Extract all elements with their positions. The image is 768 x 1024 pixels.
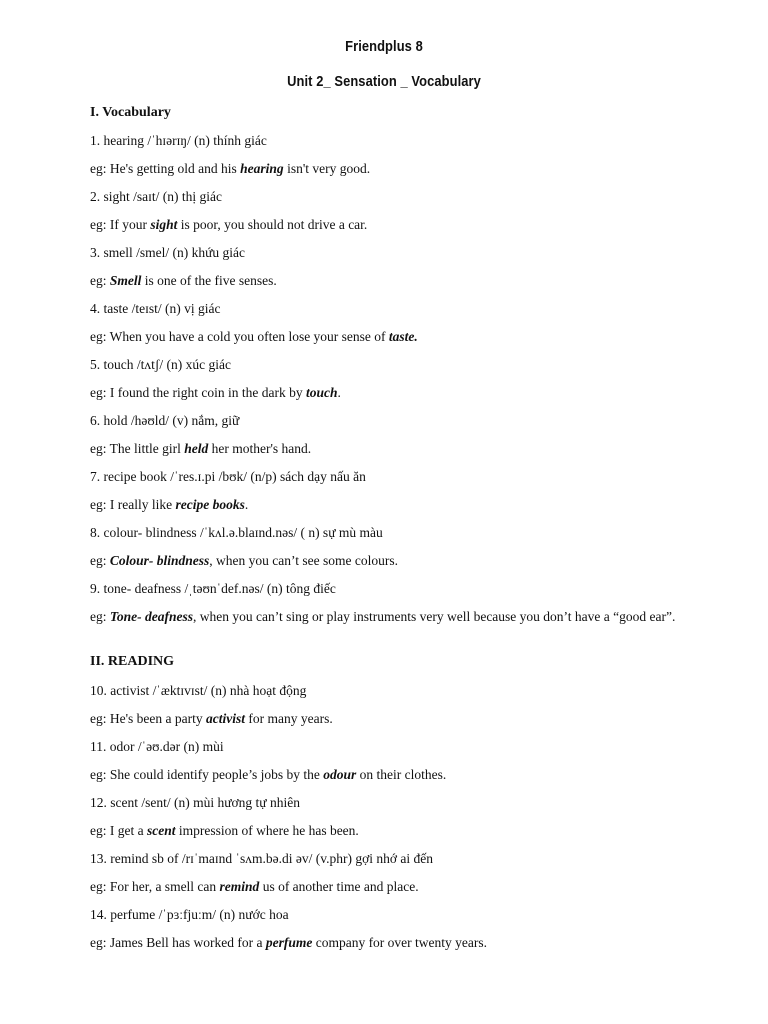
vocab-example bbox=[90, 608, 678, 625]
vocab-example bbox=[90, 384, 678, 401]
example-text: eg: When you have a cold you often lose your sense of bbox=[90, 329, 389, 344]
example-text: eg: She could identify people’s jobs by the bbox=[90, 767, 324, 782]
example-keyword: recipe books bbox=[175, 497, 245, 512]
vocab-example bbox=[90, 934, 678, 951]
example-text: eg: I get a bbox=[90, 823, 147, 838]
example-text: us of another time and place. bbox=[259, 879, 419, 894]
example-keyword: held bbox=[184, 441, 209, 456]
example-text: her mother's hand. bbox=[208, 441, 312, 456]
example-keyword: sight bbox=[150, 217, 178, 232]
example-text: eg: I really like bbox=[90, 497, 176, 512]
vocab-example bbox=[90, 822, 678, 839]
example-text: eg: He's getting old and his bbox=[90, 161, 241, 176]
vocab-example bbox=[90, 160, 678, 177]
section-heading-vocabulary: I. Vocabulary bbox=[90, 105, 171, 120]
vocab-term: 2. sight /saɪt/ (n) thị giác bbox=[90, 189, 222, 204]
example-text: eg: If your bbox=[90, 217, 151, 232]
example-keyword: scent bbox=[146, 823, 176, 838]
vocab-example bbox=[90, 552, 678, 569]
vocab-example bbox=[90, 272, 678, 289]
document-title: Friendplus 8 bbox=[345, 38, 423, 55]
vocab-term: 7. recipe book /ˈres.ɪ.pi /bʊk/ (n/p) sách dạy nấu ăn bbox=[90, 469, 366, 484]
vocab-example bbox=[90, 440, 678, 457]
example-text: eg: The little girl bbox=[90, 441, 185, 456]
example-keyword: taste. bbox=[388, 329, 418, 344]
example-text: impression of where he has been. bbox=[175, 823, 359, 838]
example-text: on their clothes. bbox=[356, 767, 447, 782]
vocab-example bbox=[90, 496, 678, 513]
example-keyword: touch bbox=[305, 385, 338, 400]
example-keyword: Tone- deafness bbox=[109, 609, 193, 624]
example-keyword: perfume bbox=[265, 935, 313, 950]
vocab-example bbox=[90, 878, 678, 895]
example-keyword: remind bbox=[219, 879, 260, 894]
example-text: eg: bbox=[90, 273, 110, 288]
vocab-term: 10. activist /ˈæktɪvɪst/ (n) nhà hoạt động bbox=[90, 683, 307, 698]
vocab-term: 4. taste /teɪst/ (n) vị giác bbox=[90, 301, 221, 316]
example-text: eg: bbox=[90, 553, 110, 568]
vocab-term: 6. hold /həʊld/ (v) nắm, giữ bbox=[90, 413, 240, 428]
section-heading-reading: II. READING bbox=[90, 654, 175, 669]
example-text: eg: I found the right coin in the dark by bbox=[90, 385, 306, 400]
example-text: eg: James Bell has worked for a bbox=[90, 935, 266, 950]
example-text: isn't very good. bbox=[283, 161, 371, 176]
vocab-term: 13. remind sb of /rɪˈmaɪnd ˈsʌm.bə.di əv/ (v.phr) gợi nhớ ai đến bbox=[90, 851, 433, 866]
vocab-term: 12. scent /sent/ (n) mùi hương tự nhiên bbox=[90, 795, 300, 810]
example-text: . bbox=[244, 497, 249, 512]
vocab-term: 5. touch /tʌtʃ/ (n) xúc giác bbox=[90, 357, 231, 372]
vocab-term: 9. tone- deafness /ˌtəʊnˈdef.nəs/ (n) tông điếc bbox=[90, 581, 336, 596]
example-text: eg: He's been a party bbox=[90, 711, 207, 726]
example-text: is poor, you should not drive a car. bbox=[177, 217, 368, 232]
example-text: for many years. bbox=[245, 711, 333, 726]
example-keyword: Colour- blindness bbox=[109, 553, 210, 568]
vocab-term: 14. perfume /ˈpɜːfjuːm/ (n) nước hoa bbox=[90, 907, 289, 922]
vocab-example bbox=[90, 328, 678, 345]
example-keyword: activist bbox=[206, 711, 246, 726]
vocab-example bbox=[90, 710, 678, 727]
example-text: . bbox=[337, 385, 341, 400]
example-keyword: Smell bbox=[109, 273, 142, 288]
vocab-term: 1. hearing /ˈhɪərɪŋ/ (n) thính giác bbox=[90, 133, 267, 148]
example-keyword: hearing bbox=[240, 161, 284, 176]
vocab-term: 8. colour- blindness /ˈkʌl.ə.blaɪnd.nəs/ ( n) sự mù màu bbox=[90, 525, 383, 540]
vocab-term: 11. odor /ˈəʊ.dər (n) mùi bbox=[90, 739, 224, 754]
example-text: , when you can’t sing or play instruments very well because you don’t have a “good ear”. bbox=[193, 609, 676, 624]
example-text: , when you can’t see some colours. bbox=[209, 553, 398, 568]
document-subtitle: Unit 2_ Sensation _ Vocabulary bbox=[287, 73, 481, 90]
example-text: eg: bbox=[90, 609, 110, 624]
example-text: is one of the five senses. bbox=[141, 273, 277, 288]
example-text: company for over twenty years. bbox=[312, 935, 488, 950]
example-keyword: odour bbox=[323, 767, 357, 782]
vocab-term: 3. smell /smel/ (n) khứu giác bbox=[90, 245, 246, 260]
vocab-example bbox=[90, 766, 678, 783]
vocab-example bbox=[90, 216, 678, 233]
example-text: eg: For her, a smell can bbox=[90, 879, 220, 894]
